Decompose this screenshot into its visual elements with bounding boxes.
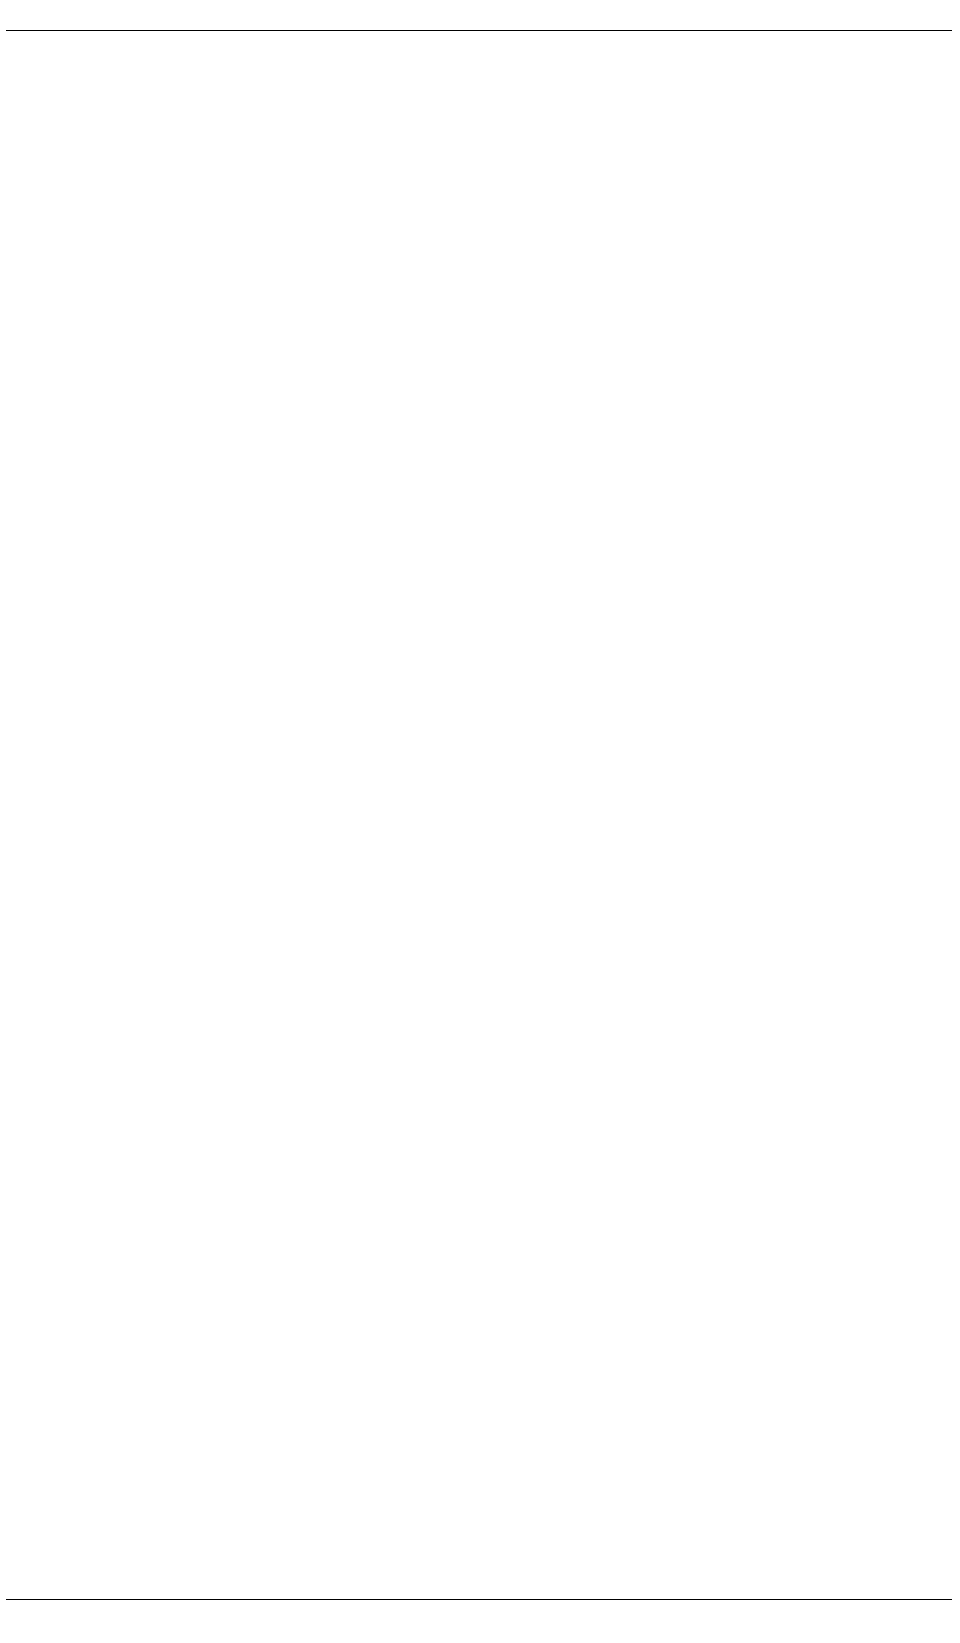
header-rule (6, 30, 952, 31)
page-header (6, 5, 952, 29)
footer-rule (6, 1599, 952, 1600)
